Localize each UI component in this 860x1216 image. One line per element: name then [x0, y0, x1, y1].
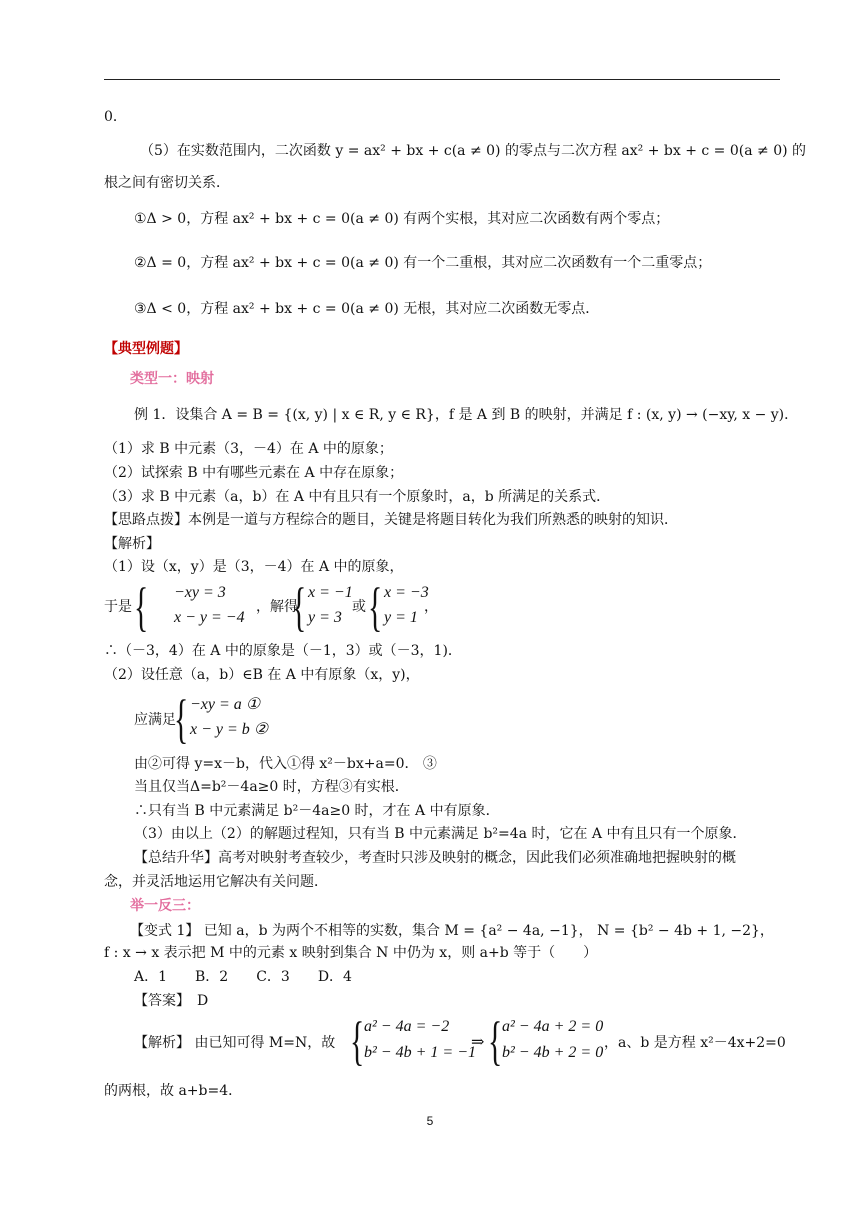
variant-statement: 【变式 1】 已知 a，b 为两个不相等的实数，集合 M = {a² − 4a, −1}， N = {b² − 4b + 1, −2}，	[130, 923, 774, 939]
text-line: ②Δ = 0，方程 ax² + bx + c = 0(a ≠ 0) 有一个二重根，其对应二次函数有一个二重零点；	[134, 255, 712, 271]
equation: b² − 4b + 1 = −1	[364, 1044, 476, 1061]
text-line: （5）在实数范围内，二次函数 y = ax² + bx + c(a ≠ 0) 的零点与二次方程 ax² + bx + c = 0(a ≠ 0) 的	[140, 143, 807, 159]
solution-step: ，a、b 是方程 x²－4x+2=0	[604, 1035, 786, 1051]
solution-step: （2）设任意（a，b）∈B 在 A 中有原象（x，y)，	[104, 667, 420, 683]
hint-line: 【思路点拨】本例是一道与方程综合的题目，关键是将题目转化为我们所熟悉的映射的知识．	[104, 512, 678, 528]
summary-line: 【总结升华】高考对映射考查较少，考查时只涉及映射的概念，因此我们必须准确地把握映射的概	[134, 850, 736, 866]
equation: −xy = a ①	[190, 696, 261, 713]
solution-step: （3）由以上（2）的解题过程知，只有当 B 中元素满足 b²=4a 时，它在 A 中有且只有一个原象．	[134, 826, 747, 842]
equation: x = −3	[384, 584, 429, 601]
equation: y = 1	[384, 609, 418, 626]
variant-statement: f : x → x 表示把 M 中的元素 x 映射到集合 N 中仍为 x，则 a+b 等于（ ）	[104, 945, 598, 961]
example-statement: 例 1．设集合 A = B = {(x, y) | x ∈ R, y ∈ R}，f 是 A 到 B 的映射，并满足 f : (x, y) → (−xy, x − y)．	[134, 407, 799, 423]
text-line: ①Δ > 0，方程 ax² + bx + c = 0(a ≠ 0) 有两个实根，其对应二次函数有两个零点；	[134, 211, 670, 227]
answer-options: A．1 B．2 C．3 D．4	[134, 969, 352, 985]
equation: b² − 4b + 2 = 0	[502, 1044, 604, 1061]
equation: x − y = b ②	[190, 721, 269, 738]
brace-icon: {	[350, 1011, 365, 1071]
question-3: （3）求 B 中元素（a，b）在 A 中有且只有一个原象时，a，b 所满足的关系式．	[104, 489, 611, 505]
solution-step: （1）设（x，y）是（3，－4）在 A 中的原象，	[104, 559, 404, 575]
solution-step: ∴只有当 B 中元素满足 b²－4a≥0 时，才在 A 中有原象．	[134, 803, 500, 819]
text-jiede: ，解得	[256, 599, 298, 615]
text-yingman: 应满足	[134, 712, 176, 728]
brace-icon: {	[174, 689, 189, 749]
text-line: 0．	[104, 109, 127, 125]
practice-heading: 举一反三：	[130, 898, 200, 914]
brace-icon: {	[292, 577, 307, 637]
section-heading: 【典型例题】	[104, 341, 188, 357]
header-rule	[104, 79, 780, 80]
solution-label: 【解析】	[104, 536, 160, 552]
solution-step: 由②可得 y=x－b，代入①得 x²－bx+a=0． ③	[134, 756, 437, 772]
equation: a² − 4a + 2 = 0	[502, 1018, 604, 1035]
subsection-heading: 类型一：映射	[130, 371, 214, 387]
brace-icon: {	[488, 1011, 503, 1071]
question-1: （1）求 B 中元素（3，－4）在 A 中的原象；	[104, 441, 393, 457]
text-comma: ，	[424, 599, 438, 615]
text-line: ③Δ < 0，方程 ax² + bx + c = 0(a ≠ 0) 无根，其对应二次函数无零点．	[134, 301, 600, 317]
equation: x − y = −4	[174, 609, 245, 626]
brace-icon: {	[368, 577, 383, 637]
text-line: 根之间有密切关系．	[104, 175, 230, 191]
equation: y = 3	[308, 609, 342, 626]
equation: x = −1	[308, 584, 353, 601]
page-number: 5	[426, 1114, 434, 1128]
equation: −xy = 3	[174, 584, 226, 601]
solution-step: ∴（－3，4）在 A 中的原象是（－1，3）或（－3，1)．	[104, 643, 462, 659]
answer-line: 【答案】 D	[134, 993, 209, 1009]
text-yushi: 于是	[104, 599, 132, 615]
solution-step: 【解析】 由已知可得 M=N，故	[134, 1035, 336, 1051]
text-or: 或	[352, 599, 366, 615]
solution-step: 的两根，故 a+b=4．	[104, 1083, 243, 1099]
summary-line: 念，并灵活地运用它解决有关问题．	[104, 874, 328, 890]
equation: a² − 4a = −2	[364, 1018, 450, 1035]
question-2: （2）试探索 B 中有哪些元素在 A 中存在原象；	[104, 465, 404, 481]
solution-step: 当且仅当Δ=b²－4a≥0 时，方程③有实根．	[134, 779, 409, 795]
brace-icon: {	[134, 577, 149, 637]
implies-icon: ⇒	[471, 1034, 485, 1051]
